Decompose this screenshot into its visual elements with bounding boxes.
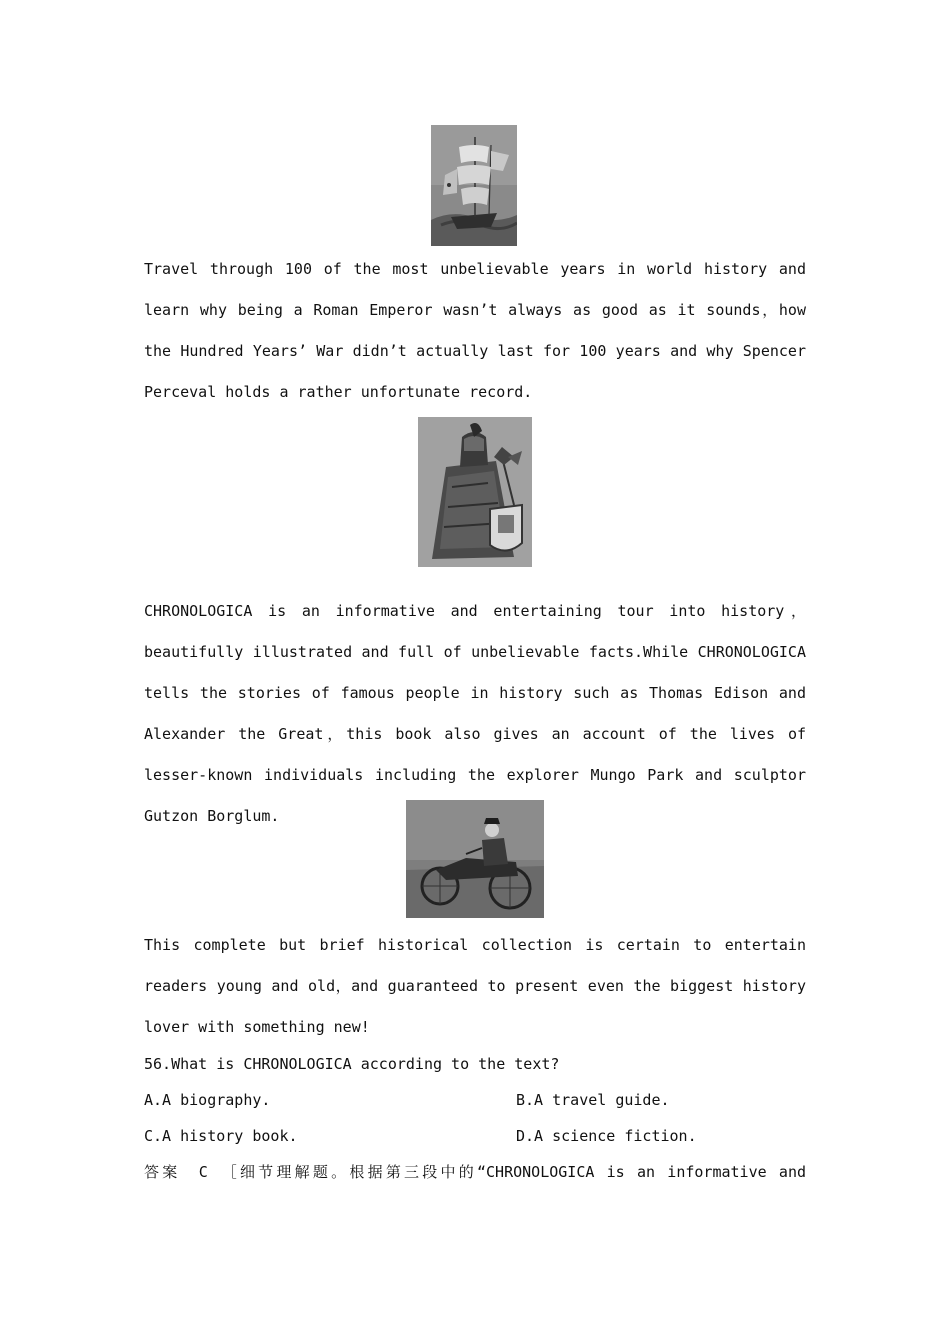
armored-knight-icon <box>418 417 532 567</box>
ship-illustration <box>431 125 517 246</box>
answer-explanation: 答案 C ［细节理解题。根据第三段中的“CHRONOLOGICA is an informative and <box>144 1163 806 1181</box>
knight-illustration <box>418 417 532 567</box>
option-a: A.A biography. <box>144 1091 271 1109</box>
early-automobile-icon <box>406 800 544 918</box>
sailing-ship-icon <box>431 125 517 246</box>
option-d: D.A science fiction. <box>516 1127 697 1145</box>
option-c: C.A history book. <box>144 1127 298 1145</box>
paragraph-conclusion: This complete but brief historical collection is certain to entertain readers young and old，and guaranteed to present even the biggest history lover with something new! <box>144 936 806 1036</box>
question-stem: 56.What is CHRONOLOGICA according to the text? <box>144 1055 560 1073</box>
paragraph-description: CHRONOLOGICA is an informative and entertaining tour into history，beautifully illustrated and full of unbelievable facts.While CHRONOLOGICA tells the stories of famous people in history such as Thomas Edison and Alexander the Great，this book also gives an account of the lives of lesser-known individuals including the explorer Mungo Park and sculptor Gutzon Borglum. <box>144 602 806 825</box>
option-b: B.A travel guide. <box>516 1091 670 1109</box>
paragraph-intro: Travel through 100 of the most unbelievable years in world history and learn why being a Roman Emperor wasn’t always as good as it sounds，how the Hundred Years’ War didn’t actually last for 100 years and why Spencer Perceval holds a rather unfortunate record. <box>144 260 806 401</box>
car-illustration <box>406 800 544 918</box>
